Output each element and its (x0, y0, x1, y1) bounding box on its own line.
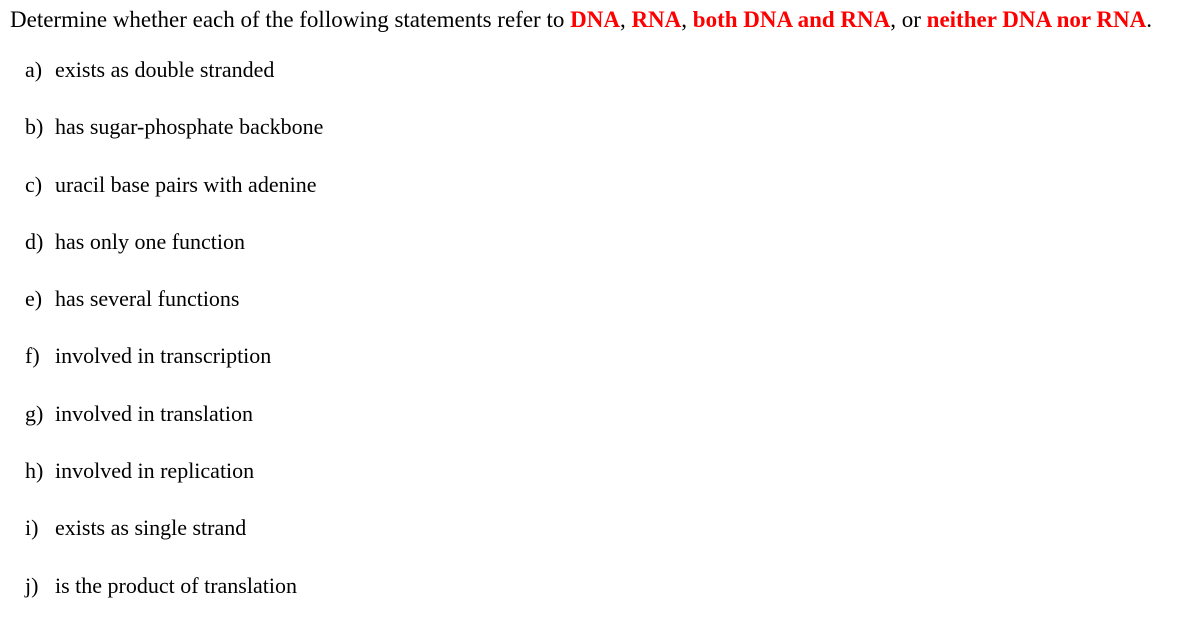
statement-a (25, 55, 323, 112)
statement-letter: d) (25, 228, 44, 254)
question-instruction (10, 5, 1152, 35)
statement-letter: e) (25, 286, 43, 312)
statement-i (25, 513, 323, 570)
statement-text: has several functions (55, 286, 240, 312)
instruction-prefix: Determine whether each of the following statements refer to (10, 7, 571, 32)
statement-b (25, 112, 323, 169)
statement-text: involved in replication (55, 458, 255, 484)
statement-text: is the product of translation (55, 572, 297, 598)
statement-letter: a) (25, 57, 43, 82)
option-dna: DNA (570, 7, 620, 32)
statement-letter: j) (25, 572, 39, 598)
statement-text: has only one function (55, 228, 246, 254)
statement-c (25, 170, 323, 227)
instruction-separator: , (681, 7, 693, 32)
statement-h (25, 456, 323, 513)
statement-g (25, 399, 323, 456)
statement-letter: i) (25, 515, 39, 541)
statement-text: involved in translation (55, 400, 253, 426)
statement-j (25, 571, 323, 628)
option-neither: neither DNA nor RNA (926, 7, 1147, 32)
statement-e (25, 284, 323, 341)
statement-text: involved in transcription (55, 343, 272, 369)
statement-letter: f) (25, 343, 40, 369)
instruction-separator: , (619, 7, 632, 32)
instruction-separator: , or (890, 7, 927, 32)
statement-text: uracil base pairs with adenine (55, 171, 317, 197)
statement-d (25, 227, 323, 284)
statement-f (25, 341, 323, 398)
statement-list (25, 55, 323, 628)
statement-letter: h) (25, 458, 44, 484)
statement-text: exists as double stranded (55, 57, 275, 82)
option-rna: RNA (631, 7, 682, 32)
option-both: both DNA and RNA (692, 7, 891, 32)
statement-letter: c) (25, 171, 43, 197)
statement-text: exists as single strand (55, 515, 247, 541)
statement-text: has sugar-phosphate backbone (55, 114, 324, 140)
statement-letter: g) (25, 400, 44, 426)
instruction-end: . (1146, 7, 1152, 32)
statement-letter: b) (25, 114, 44, 140)
